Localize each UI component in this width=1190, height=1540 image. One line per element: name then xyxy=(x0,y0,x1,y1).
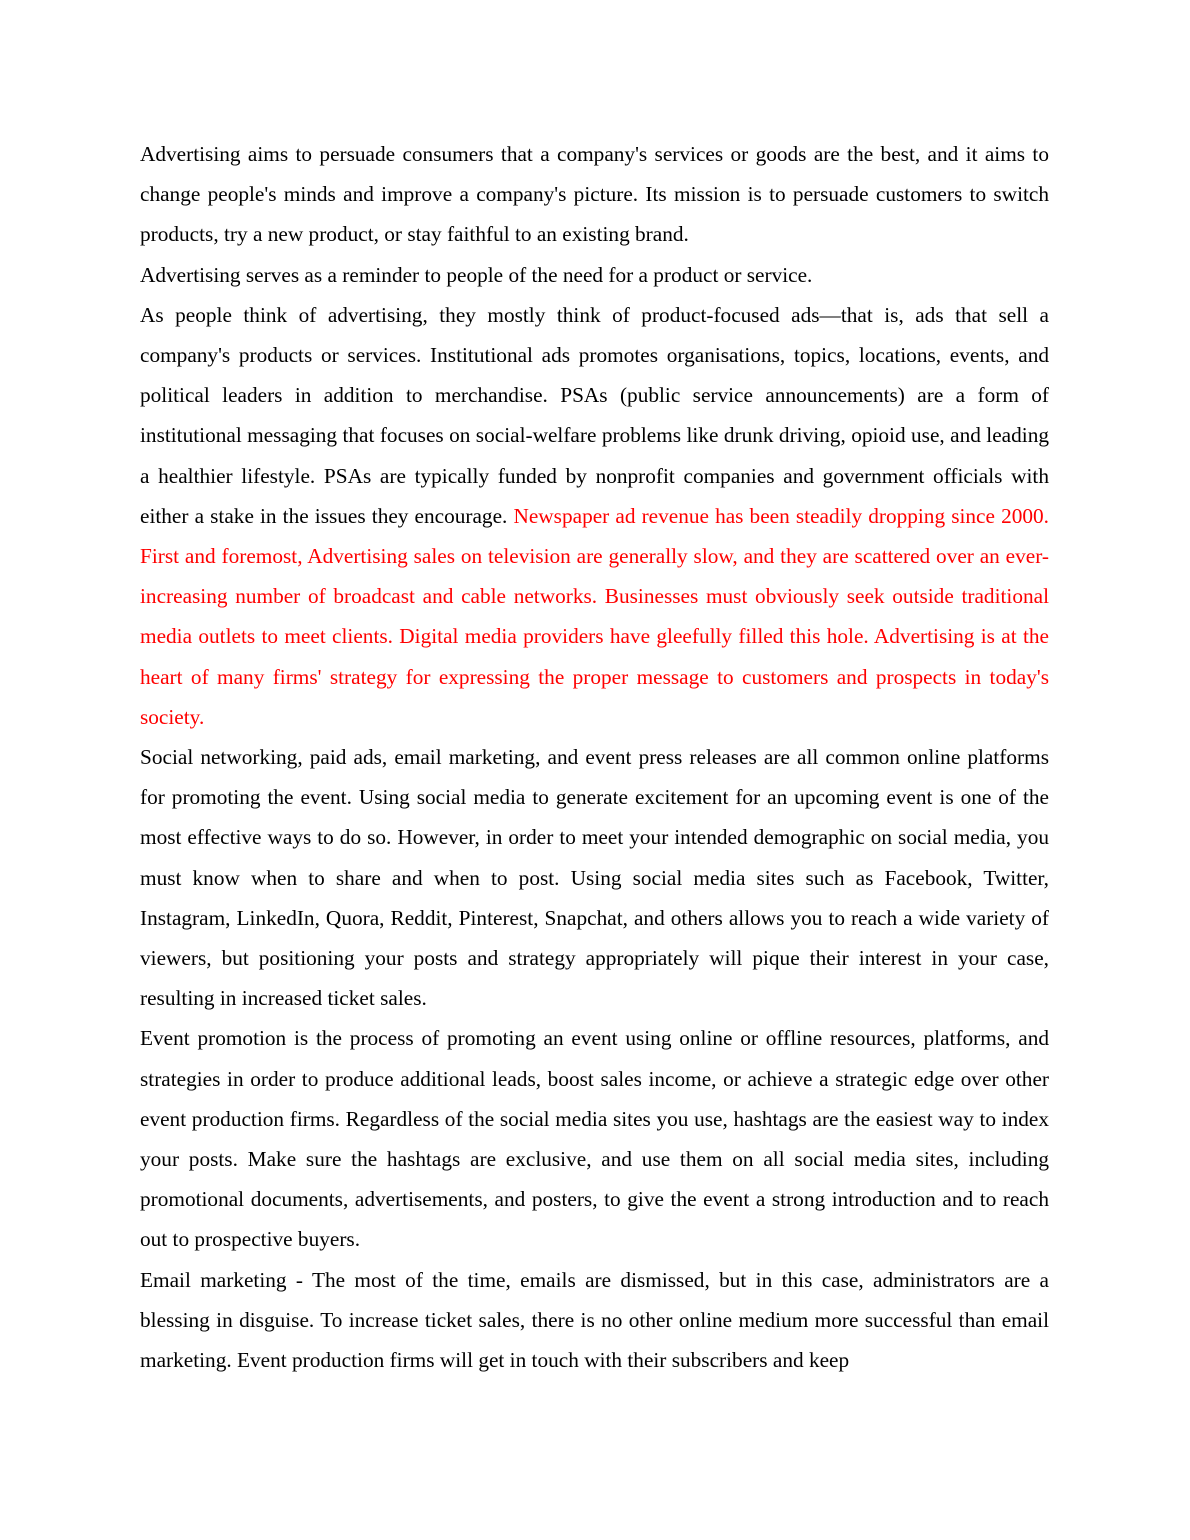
paragraph-email-marketing: Email marketing - The most of the time, emails are dismissed, but in this case, administrators are a blessing in disguise. To increase ticket sales, there is no other online medium more successful than email marketing. Event production firms will get in touch with their subscribers and keep xyxy=(140,1267,1049,1373)
paragraph-institutional-ads xyxy=(140,295,1049,737)
paragraph-advertising-reminder: Advertising serves as a reminder to people of the need for a product or service. xyxy=(140,262,813,287)
highlighted-text-newspaper-revenue: Newspaper ad revenue has been steadily dropping since 2000. First and foremost, Advertising sales on television are generally slow, and they are scattered over an ever-increasing number of broadcast and cable networks. Businesses must obviously seek outside traditional media outlets to meet clients. Digital media providers have gleefully filled this hole. Advertising is at the heart of many firms' strategy for expressing the proper message to customers and prospects in today's society. xyxy=(140,503,1049,729)
paragraph-social-networking: Social networking, paid ads, email marketing, and event press releases are all common online platforms for promoting the event. Using social media to generate excitement for an upcoming event is one of the most effective ways to do so. However, in order to meet your intended demographic on social media, you must know when to share and when to post. Using social media sites such as Facebook, Twitter, Instagram, LinkedIn, Quora, Reddit, Pinterest, Snapchat, and others allows you to reach a wide variety of viewers, but positioning your posts and strategy appropriately will pique their interest in your case, resulting in increased ticket sales. xyxy=(140,745,1049,1011)
paragraph-institutional-ads-text: As people think of advertising, they mostly think of product-focused ads—that is, ads that sell a company's products or services. Institutional ads promotes organisations, topics, locations, events, and political leaders in addition to merchandise. PSAs (public service announcements) are a form of institutional messaging that focuses on social-welfare problems like drunk driving, opioid use, and leading a healthier lifestyle. PSAs are typically funded by nonprofit companies and government officials with either a stake in the issues they encourage. xyxy=(140,302,1049,528)
document-page xyxy=(140,134,1049,1380)
paragraph-advertising-aims: Advertising aims to persuade consumers that a company's services or goods are the best, and it aims to change people's minds and improve a company's picture. Its mission is to persuade customers to switch products, try a new product, or stay faithful to an existing brand. xyxy=(140,142,1049,247)
paragraph-event-promotion: Event promotion is the process of promoting an event using online or offline resources, platforms, and strategies in order to produce additional leads, boost sales income, or achieve a strategic edge over other event production firms. Regardless of the social media sites you use, hashtags are the easiest way to index your posts. Make sure the hashtags are exclusive, and use them on all social media sites, including promotional documents, advertisements, and posters, to give the event a strong introduction and to reach out to prospective buyers. xyxy=(140,1026,1049,1252)
